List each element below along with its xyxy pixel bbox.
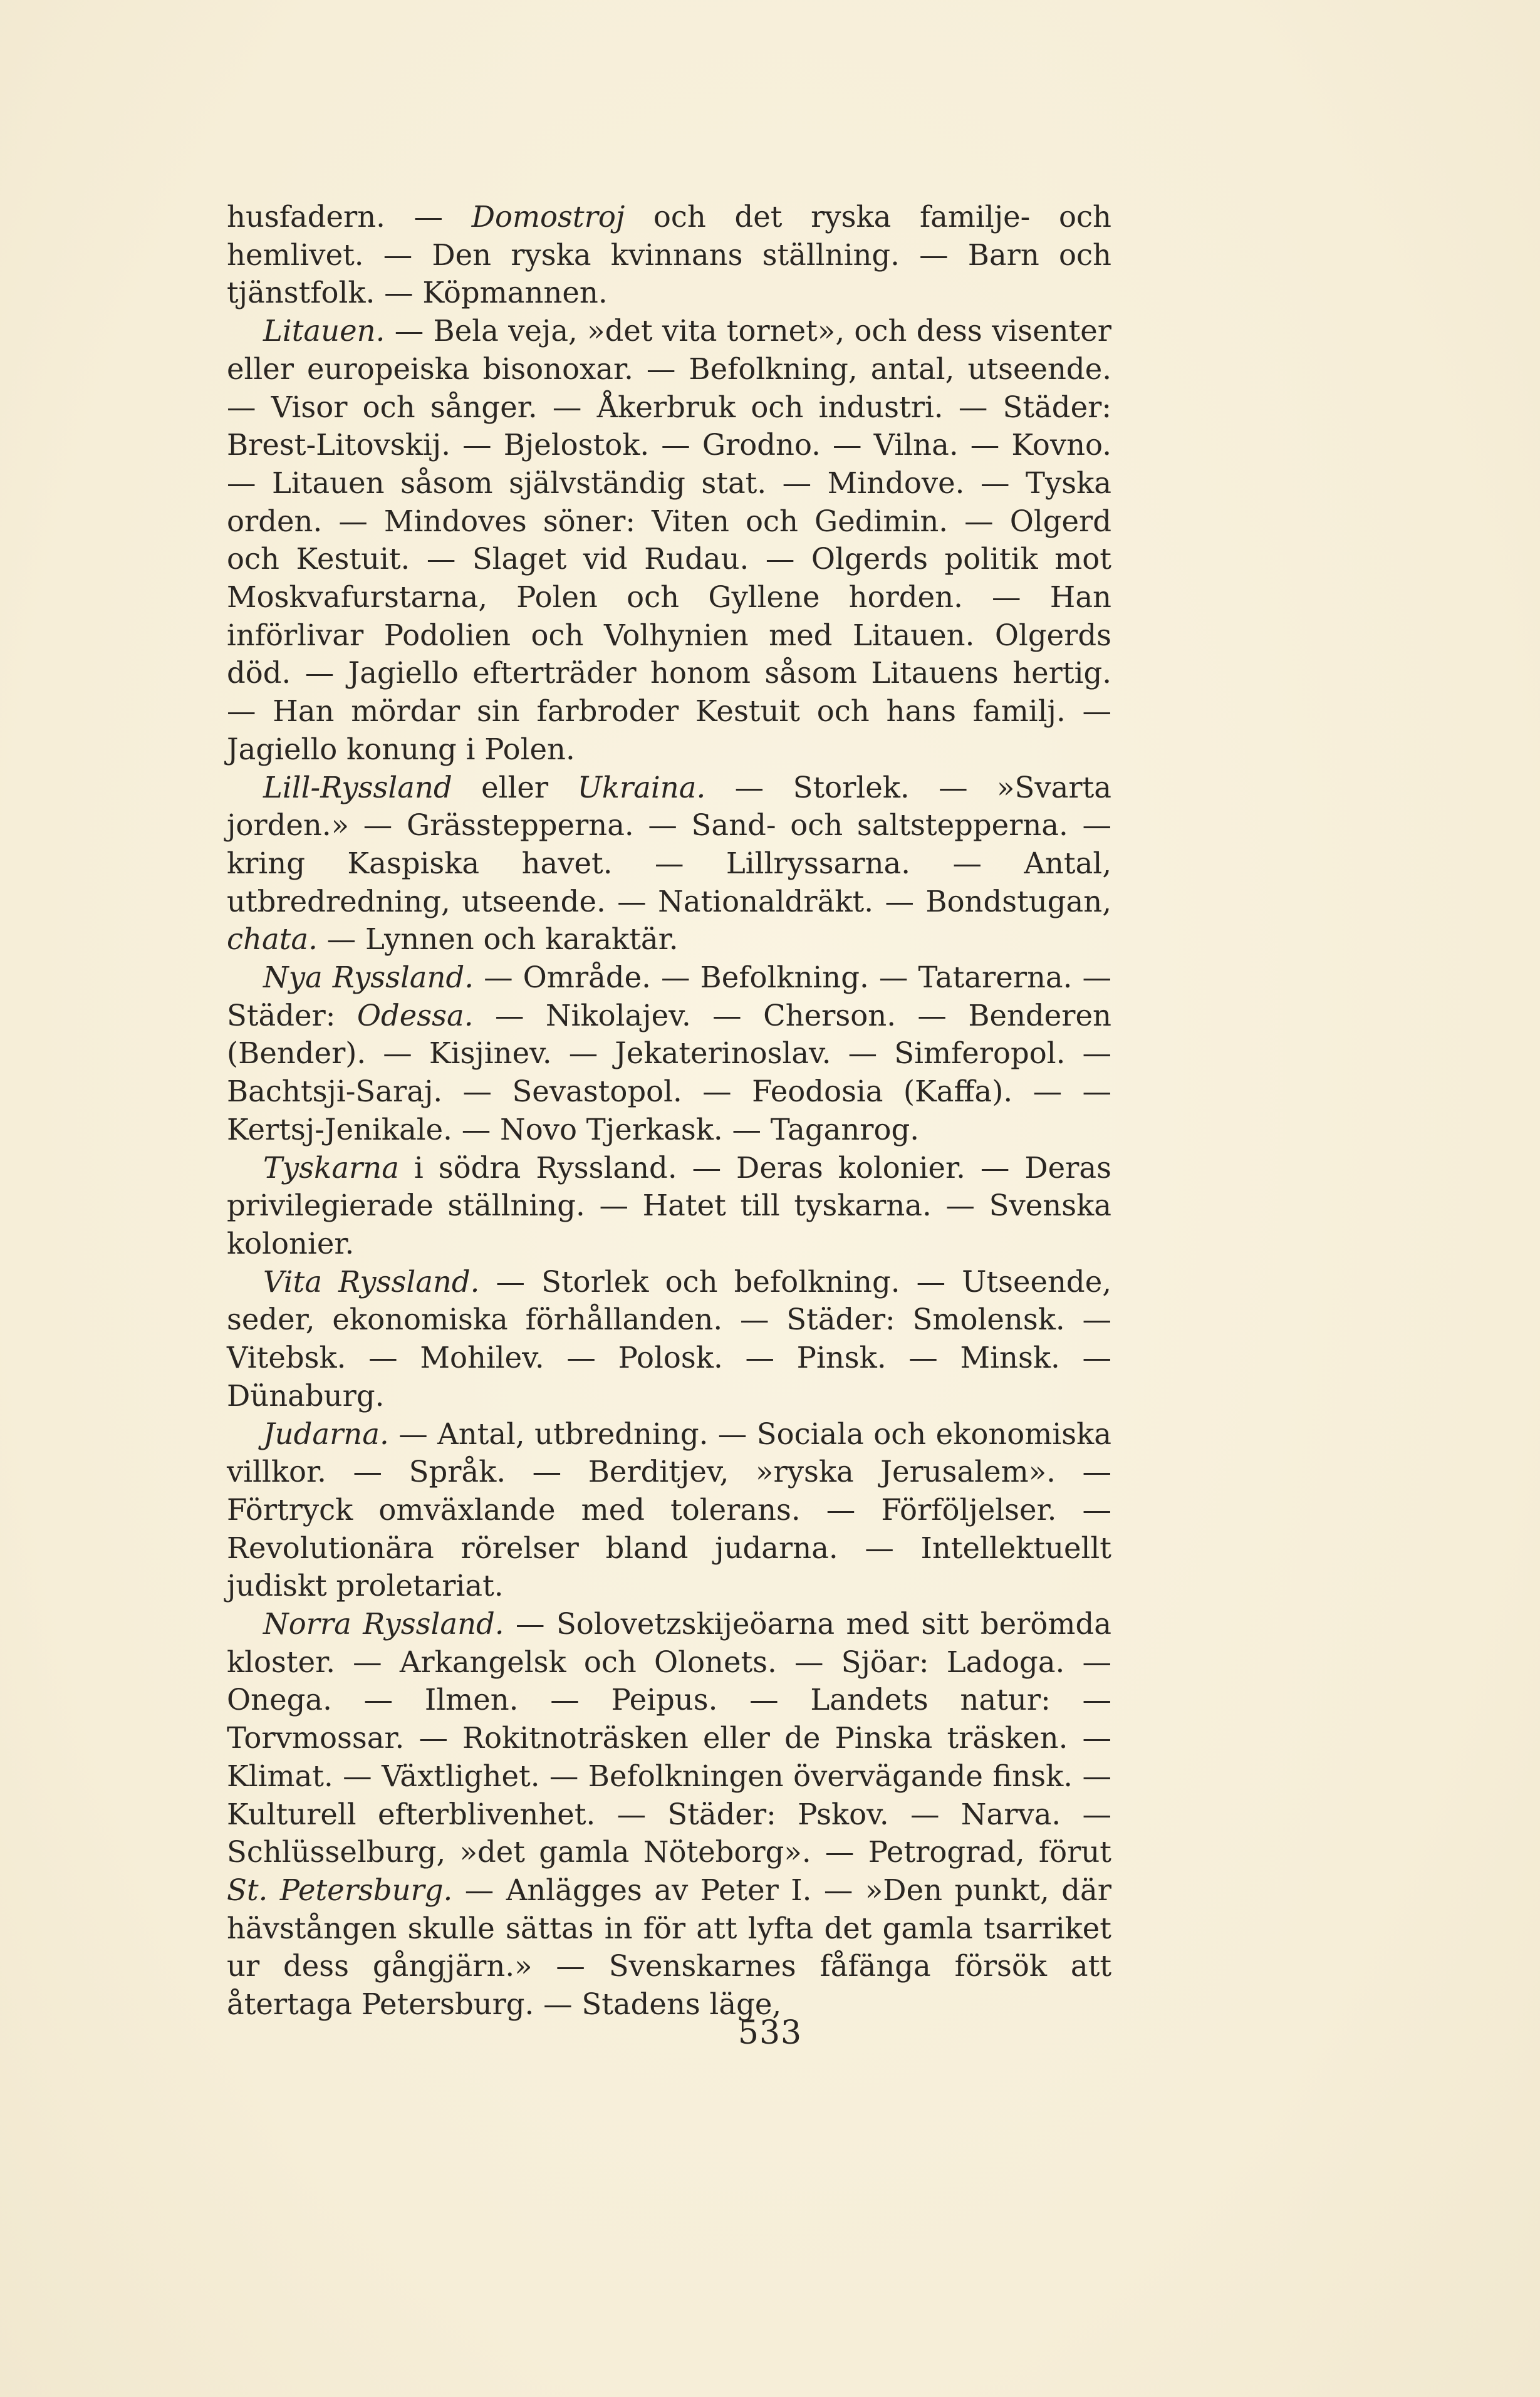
italic-term-ukraina: Ukraina. — [577, 770, 706, 804]
text-run: — Bela veja, »det vita tornet», och dess visenter eller europeiska bisonoxar. — Befolkning, antal, utseende. — Visor och sånger. — Åkerbruk och industri. — Städer: Brest-Litovskij. — Bjelostok. — Grodno. — Vilna. — Kovno. — Litauen såsom självständig stat. — Mindove. — Tyska orden. — Mindoves söner: Viten och Gedimin. — Olgerd och Kestuit. — Slaget vid Rudau. — Olgerds politik mot Moskvafurstarna, Polen och Gyllene horden. — Han införlivar Podolien och Volhynien med Litauen. Olgerds död. — Jagiello efterträder honom såsom Litauens hertig. — Han mördar sin farbroder Kestuit och hans familj. — Jagiello konung i Polen. — [227, 314, 1111, 766]
section-heading-norra-ryssland: Norra Ryssland. — [263, 1607, 504, 1641]
italic-term-odessa: Odessa. — [356, 998, 474, 1032]
body-text — [227, 198, 1111, 2024]
paragraph-tyskarna — [227, 1149, 1111, 1263]
paragraph-nya-ryssland — [227, 959, 1111, 1149]
section-heading-judarna: Judarna. — [263, 1417, 389, 1451]
text-run: — Lynnen och karaktär. — [317, 922, 679, 957]
section-heading-lill-ryssland: Lill-Ryssland — [263, 770, 452, 804]
text-run: husfadern. — — [227, 200, 472, 234]
text-run: — Storlek och befolkning. — Utseende, seder, ekonomiska förhållanden. — Städer: Smolensk. — Vitebsk. — Mohilev. — Polosk. — Pinsk. — Minsk. — Dünaburg. — [227, 1264, 1112, 1413]
text-run: — Anlägges av Peter I. — »Den punkt, där hävstången skulle sättas in för att lyfta det gamla tsarriket ur dess gångjärn.» — Svenskarnes fåfänga försök att återtaga Petersburg. — Stadens läge, — [227, 1873, 1111, 2022]
text-run: eller — [452, 770, 578, 804]
section-heading-vita-ryssland: Vita Ryssland. — [263, 1264, 480, 1299]
text-run: — Antal, utbredning. — Sociala och ekonomiska villkor. — Språk. — Berditjev, »ryska Jerusalem». — Förtryck omväxlande med tolerans. — Förföljelser. — Revolutionära rörelser bland judarna. — Intellektuellt judiskt proletariat. — [227, 1417, 1111, 1603]
text-run: och det ryska familje- och hemlivet. — Den ryska kvinnans ställning. — Barn och tjänstfolk. — Köpmannen. — [227, 200, 1111, 310]
paragraph-lill-ryssland — [227, 769, 1111, 959]
text-run: i södra Ryssland. — Deras kolonier. — Deras privilegierade ställning. — Hatet till tyskarna. — Svenska kolonier. — [227, 1150, 1111, 1261]
section-heading-tyskarna: Tyskarna — [263, 1150, 399, 1185]
page-number: 533 — [737, 2014, 803, 2052]
text-run: — Solovetzskijeöarna med sitt berömda kloster. — Arkangelsk och Olonets. — Sjöar: Ladoga. — Onega. — Ilmen. — Peipus. — Landets natur: — Torvmossar. — Rokitnoträsken eller de Pinska träsken. — Klimat. — Växtlighet. — Befolkningen övervägande finsk. — Kulturell efterblivenhet. — Städer: Pskov. — Narva. — Schlüsselburg, »det gamla Nöteborg». — Petrograd, förut — [227, 1607, 1111, 1869]
text-run: — Nikolajev. — Cherson. — Benderen (Bender). — Kisjinev. — Jekaterinoslav. — Simferopol. — Bachtsji-Saraj. — Sevastopol. — Feodosia (Kaffa). — — Kertsj-Jenikale. — Novo Tjerkask. — Taganrog. — [227, 998, 1111, 1147]
italic-term-chata: chata. — [227, 922, 318, 957]
text-run: — Område. — Befolkning. — Tatarerna. — Städer: — [227, 960, 1111, 1032]
paragraph-litauen — [227, 312, 1111, 768]
text-run: — Storlek. — »Svarta jorden.» — Grässtepperna. — Sand- och saltstepperna. — kring Kaspiska havet. — Lillryssarna. — Antal, utbredredning, utseende. — Nationaldräkt. — Bondstugan, — [227, 770, 1111, 918]
paragraph-judarna — [227, 1415, 1111, 1606]
italic-term-st-petersburg: St. Petersburg. — [227, 1873, 453, 1907]
section-heading-litauen: Litauen. — [263, 314, 385, 348]
paragraph-vita-ryssland — [227, 1263, 1111, 1415]
section-heading-nya-ryssland: Nya Ryssland. — [263, 960, 474, 995]
italic-term-domostroj: Domostroj — [471, 200, 625, 234]
paragraph-domostroj — [227, 198, 1111, 312]
paragraph-norra-ryssland — [227, 1605, 1111, 2024]
